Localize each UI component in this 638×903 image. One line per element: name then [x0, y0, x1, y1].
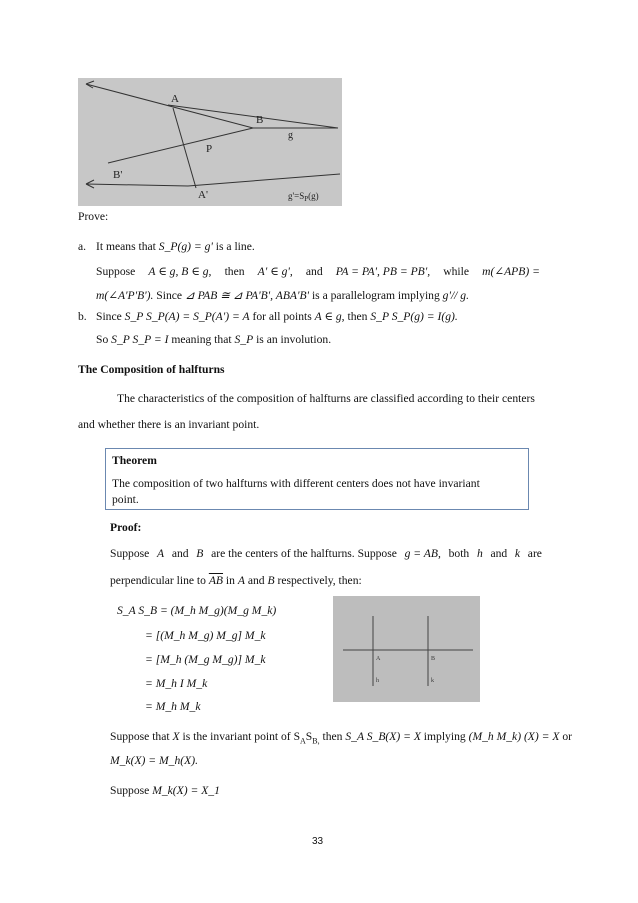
- arrow-head: [86, 81, 94, 84]
- label-g: g: [288, 130, 293, 141]
- item-b-line2: So S_P S_P = I meaning that S_P is an involution.: [96, 333, 332, 346]
- segment-AA': [173, 108, 196, 188]
- item-a-line1: It means that S_P(g) = g' is a line.: [96, 240, 255, 253]
- theorem-title: Theorem: [112, 454, 157, 467]
- proof-line1: Suppose A and B are the centers of the halfturns. Suppose g = AB, both h and k are: [110, 547, 542, 560]
- item-b-line1: Since S_P S_P(A) = S_P(A') = A for all points A ∈ g, then S_P S_P(g) = I(g).: [96, 310, 458, 323]
- item-a-marker: a.: [78, 240, 87, 253]
- line-gprime-left: [86, 184, 188, 186]
- equation-3: = [M_h (M_g M_g)] M_k: [145, 653, 266, 666]
- item-b-marker: b.: [78, 310, 87, 323]
- theorem-line2: point.: [112, 493, 139, 506]
- label-P: P: [206, 143, 213, 155]
- equation-5: = M_h M_k: [145, 700, 201, 713]
- intro-paragraph-line1: The characteristics of the composition of halfturns are classified according to their centers: [117, 392, 535, 405]
- label-Bprime: B': [113, 169, 123, 181]
- invariant-line1: Suppose that X is the invariant point of $S_AS_{B,}$ then S_A S_B(X) = X implying (M_h M_k) (X) = X or: [110, 730, 573, 746]
- label-k: k: [431, 678, 434, 684]
- proof-title: Proof:: [110, 521, 142, 534]
- invariant-line2: M_k(X) = M_h(X).: [110, 754, 198, 767]
- item-a-line3: m(∠A'P'B'). Since ⊿ PAB ≅ ⊿ PA'B', ABA'B' is a parallelogram implying g'// g.: [96, 289, 469, 302]
- line-g: [168, 105, 338, 128]
- line-gprime-right: [188, 174, 340, 186]
- invariant-line3: Suppose M_k(X) = X_1: [110, 784, 220, 797]
- proof-line2: perpendicular line to $\overline{AB}$ in A and B respectively, then:: [110, 574, 362, 587]
- theorem-line1: The composition of two halfturns with different centers does not have invariant: [112, 477, 480, 490]
- label-A: A: [376, 656, 381, 662]
- label-h: h: [376, 678, 379, 684]
- intro-paragraph-line2: and whether there is an invariant point.: [78, 418, 260, 431]
- halfturn-diagram: [78, 78, 342, 206]
- arrow-head: [86, 180, 94, 184]
- prove-label: Prove:: [78, 210, 109, 223]
- halfturn-line-figure: [78, 78, 342, 206]
- item-a-line2: Suppose A ∈ g, B ∈ g, then A' ∈ g', and PA = PA', PB = PB', while m(∠APB) =: [96, 265, 540, 278]
- line-top: [86, 84, 253, 128]
- equation-1: S_A S_B = (M_h M_g)(M_g M_k): [117, 604, 277, 617]
- perpendicular-lines-figure: [333, 596, 480, 702]
- equation-2: = [(M_h M_g) M_g] M_k: [145, 629, 266, 642]
- label-Aprime: A': [198, 189, 208, 201]
- perpendicular-diagram: [333, 596, 480, 702]
- label-B: B: [431, 656, 436, 662]
- page-number: 33: [312, 836, 324, 847]
- label-B: B: [256, 114, 264, 126]
- label-A: A: [171, 93, 179, 105]
- section-title: The Composition of halfturns: [78, 363, 225, 376]
- label-gprime-eq: $g'=S_P(g)$: [288, 191, 319, 203]
- equation-4: = M_h I M_k: [145, 677, 208, 690]
- theorem-box: [105, 448, 529, 510]
